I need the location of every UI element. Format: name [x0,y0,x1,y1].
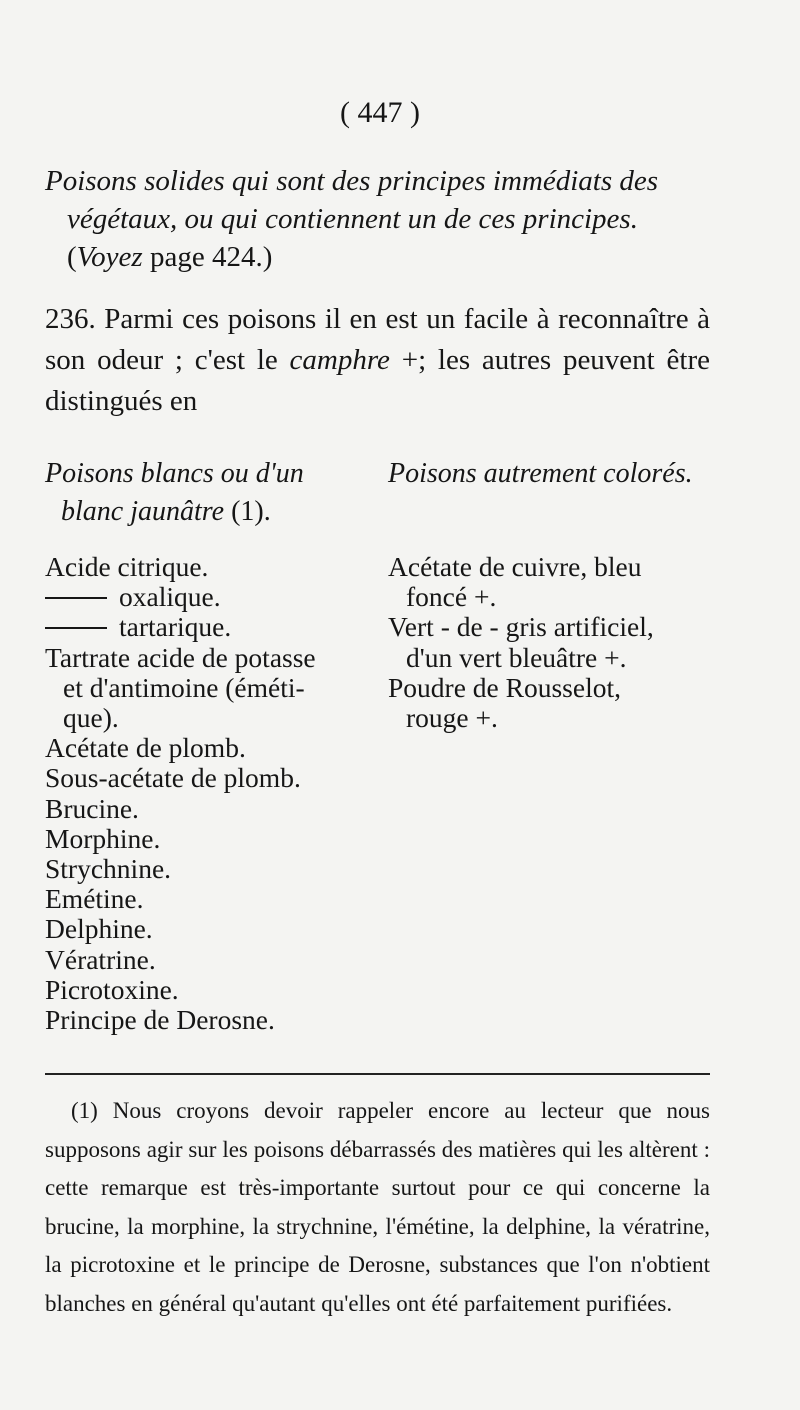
footnote-text: (1) Nous croyons devoir rappeler encore au lecteur que nous supposons agir sur les poisons débarrassés des matières qui les altèrent : cette remarque est très-importante surtout pour ce qui concerne la brucine, la morphine, la strychnine, l'émétine, la delphine, la vératrine, la picrotoxine et le principe de Derosne, substances que l'on n'obtient blanches en général qu'autant qu'elles ont été parfaitement purifiées. [45,1098,710,1316]
list-item [388,673,706,733]
title-line-1: Poisons solides qui sont des principes immédiats des [45,165,659,197]
list-item [388,552,706,612]
left-heading-line-1: Poisons blancs ou d'un [45,458,304,489]
list-item-line: rouge +. [406,702,498,734]
footnote-divider [45,1073,710,1075]
list-item: Sous-acétate de plomb. [45,762,301,794]
title-reference [45,238,705,276]
list-item: Brucine. [45,792,139,824]
list-item-text: tartarique. [119,611,232,643]
list-item-line: Vert - de - gris artificiel, [388,611,654,643]
list-item: Picrotoxine. [45,973,179,1005]
white-poisons-list [45,552,375,1035]
ref-open: ( [67,241,77,273]
list-item-line: foncé +. [406,581,497,613]
list-item [45,612,375,642]
list-item: Acétate de plomb. [45,732,246,764]
paragraph-text-after: +; les autres peuvent être distingués en [45,344,710,417]
list-item-line: d'un vert bleuâtre +. [406,641,627,673]
left-heading-text: blanc jaunâtre [61,496,225,527]
list-item [45,582,375,612]
list-item: Vératrine. [45,943,156,975]
paragraph-236 [45,299,710,422]
section-title [45,162,705,276]
list-item-text: oxalique. [119,581,221,613]
ref-voyez: Voyez [76,241,143,273]
list-item-line: que). [63,702,119,734]
list-item: Strychnine. [45,853,172,885]
list-item: Principe de Derosne. [45,1004,275,1036]
list-item: Delphine. [45,913,153,945]
list-item: Emétine. [45,883,144,915]
camphre-term: camphre [289,344,390,376]
paragraph-text-before: 236. Parmi ces poisons il en est un facile à reconnaître à son odeur ; c'est le [45,303,710,376]
list-item-line: Poudre de Rousselot, [388,671,621,703]
left-column-heading [45,455,375,531]
left-heading-line-2 [45,493,375,531]
footnote-marker: (1). [224,496,271,527]
list-item [388,612,706,672]
ditto-dash [45,597,107,599]
list-item: Acide citrique. [45,551,209,582]
colored-poisons-list [388,552,706,733]
footnote [45,1092,710,1323]
page-number: ( 447 ) [340,96,420,129]
list-item-line: et d'antimoine (éméti- [63,671,305,703]
list-item [45,643,375,734]
ref-page: page 424.) [142,241,273,273]
list-item-line: Acétate de cuivre, bleu [388,551,642,582]
list-item: Morphine. [45,822,161,854]
right-column-heading: Poisons autrement colorés. [388,458,693,489]
list-item-line: Tartrate acide de potasse [45,641,316,673]
ditto-dash [45,627,107,629]
title-line-2: végétaux, ou qui contiennent un de ces principes. [67,203,638,235]
